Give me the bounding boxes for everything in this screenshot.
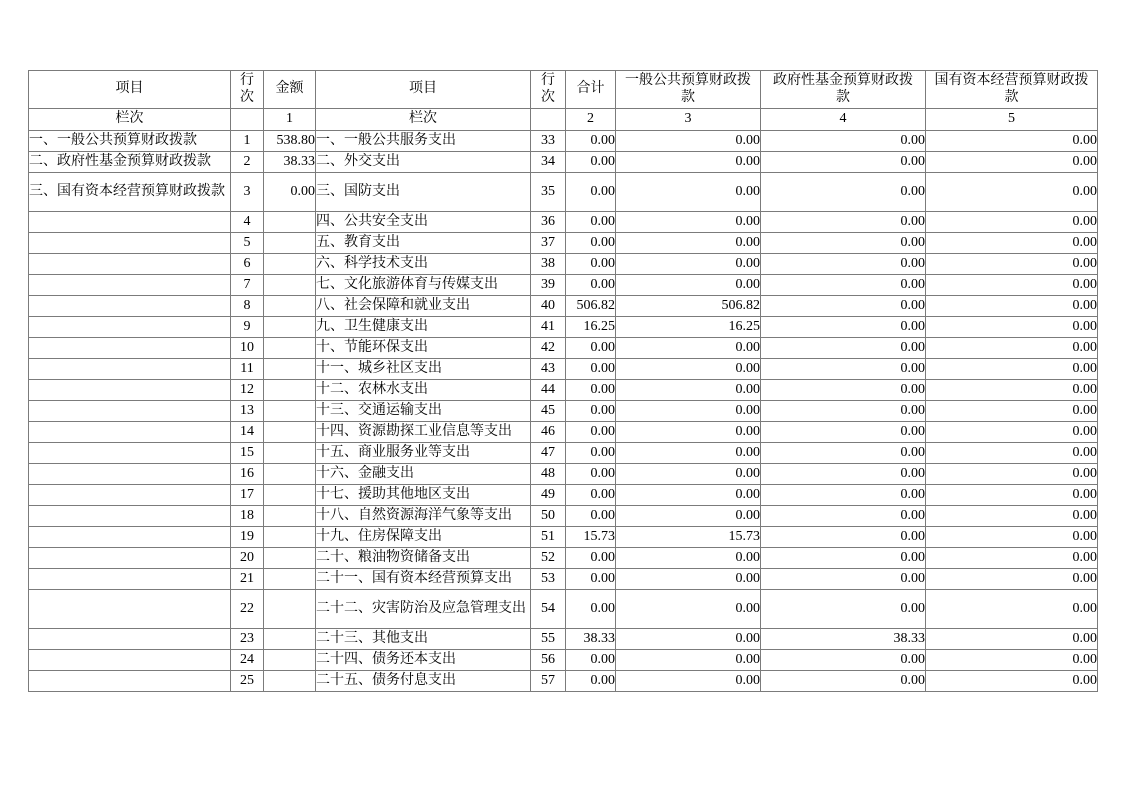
cell-general-budget: 0.00 — [616, 569, 761, 590]
table-row — [29, 296, 1098, 317]
cell-state-capital: 0.00 — [926, 359, 1098, 380]
cell-state-capital: 0.00 — [926, 338, 1098, 359]
cell-gov-fund: 0.00 — [761, 422, 926, 443]
cell-right-item: 十八、自然资源海洋气象等支出 — [316, 506, 531, 527]
table-row — [29, 233, 1098, 254]
table-body — [29, 131, 1098, 692]
table-row — [29, 485, 1098, 506]
cell-gov-fund: 0.00 — [761, 173, 926, 212]
table-row — [29, 401, 1098, 422]
cell-left-item — [29, 527, 231, 548]
cell-general-budget: 0.00 — [616, 359, 761, 380]
cell-gov-fund: 0.00 — [761, 527, 926, 548]
table-row — [29, 359, 1098, 380]
cell-amount: 538.80 — [264, 131, 316, 152]
cell-gov-fund: 0.00 — [761, 401, 926, 422]
cell-general-budget: 0.00 — [616, 506, 761, 527]
cell-gov-fund: 0.00 — [761, 443, 926, 464]
cell-gov-fund: 0.00 — [761, 275, 926, 296]
cell-left-item — [29, 401, 231, 422]
cell-amount — [264, 296, 316, 317]
cell-right-rownum: 49 — [531, 485, 566, 506]
cell-general-budget: 0.00 — [616, 131, 761, 152]
cell-left-rownum: 12 — [231, 380, 264, 401]
cell-total: 15.73 — [566, 527, 616, 548]
table-row — [29, 548, 1098, 569]
table-row — [29, 422, 1098, 443]
column-index-row — [29, 109, 1098, 131]
cell-amount — [264, 338, 316, 359]
cell-state-capital: 0.00 — [926, 233, 1098, 254]
cell-amount — [264, 380, 316, 401]
cell-right-item: 十、节能环保支出 — [316, 338, 531, 359]
cell-right-item: 十七、援助其他地区支出 — [316, 485, 531, 506]
cell-left-item — [29, 464, 231, 485]
cell-left-rownum: 11 — [231, 359, 264, 380]
table-row — [29, 590, 1098, 629]
table-row — [29, 527, 1098, 548]
cell-right-rownum: 51 — [531, 527, 566, 548]
cell-state-capital: 0.00 — [926, 296, 1098, 317]
cell-right-rownum: 53 — [531, 569, 566, 590]
cell-left-rownum: 22 — [231, 590, 264, 629]
cell-left-item — [29, 275, 231, 296]
cell-state-capital: 0.00 — [926, 401, 1098, 422]
table-row — [29, 506, 1098, 527]
cell-general-budget: 16.25 — [616, 317, 761, 338]
cell-general-budget: 0.00 — [616, 590, 761, 629]
cell-state-capital: 0.00 — [926, 650, 1098, 671]
cell-left-rownum: 8 — [231, 296, 264, 317]
cell-gov-fund: 0.00 — [761, 380, 926, 401]
cell-amount — [264, 506, 316, 527]
cell-right-item: 七、文化旅游体育与传媒支出 — [316, 275, 531, 296]
cell-amount — [264, 527, 316, 548]
cell-left-rownum: 20 — [231, 548, 264, 569]
header-total: 合计 — [566, 71, 616, 109]
cell-total: 38.33 — [566, 629, 616, 650]
cell-right-item: 二十、粮油物资储备支出 — [316, 548, 531, 569]
cell-right-item: 二十二、灾害防治及应急管理支出 — [316, 590, 531, 629]
cell-gov-fund: 0.00 — [761, 650, 926, 671]
cell-state-capital: 0.00 — [926, 548, 1098, 569]
header-general-budget: 一般公共预算财政拨款 — [616, 71, 761, 109]
cell-gov-fund: 0.00 — [761, 590, 926, 629]
cell-state-capital: 0.00 — [926, 275, 1098, 296]
cell-general-budget: 0.00 — [616, 275, 761, 296]
cell-amount — [264, 485, 316, 506]
header-amount: 金额 — [264, 71, 316, 109]
cell-left-item — [29, 485, 231, 506]
cell-amount: 38.33 — [264, 152, 316, 173]
table-row — [29, 464, 1098, 485]
fiscal-appropriation-table — [28, 70, 1098, 692]
cell-gov-fund: 0.00 — [761, 464, 926, 485]
cell-total: 0.00 — [566, 485, 616, 506]
lanci-col-4: 4 — [761, 109, 926, 131]
cell-amount — [264, 629, 316, 650]
cell-state-capital: 0.00 — [926, 569, 1098, 590]
cell-state-capital: 0.00 — [926, 443, 1098, 464]
cell-left-item — [29, 359, 231, 380]
cell-right-rownum: 57 — [531, 671, 566, 692]
cell-right-item: 一、一般公共服务支出 — [316, 131, 531, 152]
cell-gov-fund: 0.00 — [761, 359, 926, 380]
cell-gov-fund: 0.00 — [761, 233, 926, 254]
cell-left-item — [29, 671, 231, 692]
table-row — [29, 380, 1098, 401]
cell-left-rownum: 13 — [231, 401, 264, 422]
cell-right-item: 五、教育支出 — [316, 233, 531, 254]
cell-amount — [264, 275, 316, 296]
lanci-blank-1 — [231, 109, 264, 131]
cell-left-rownum: 1 — [231, 131, 264, 152]
cell-amount — [264, 548, 316, 569]
cell-left-item — [29, 338, 231, 359]
cell-state-capital: 0.00 — [926, 506, 1098, 527]
cell-amount — [264, 317, 316, 338]
cell-total: 0.00 — [566, 359, 616, 380]
cell-left-rownum: 5 — [231, 233, 264, 254]
cell-left-rownum: 10 — [231, 338, 264, 359]
table-row — [29, 443, 1098, 464]
cell-state-capital: 0.00 — [926, 131, 1098, 152]
cell-right-rownum: 34 — [531, 152, 566, 173]
cell-right-rownum: 36 — [531, 212, 566, 233]
cell-left-item — [29, 212, 231, 233]
cell-general-budget: 0.00 — [616, 401, 761, 422]
cell-right-rownum: 56 — [531, 650, 566, 671]
cell-left-rownum: 25 — [231, 671, 264, 692]
cell-total: 0.00 — [566, 173, 616, 212]
cell-state-capital: 0.00 — [926, 590, 1098, 629]
cell-state-capital: 0.00 — [926, 671, 1098, 692]
cell-left-rownum: 14 — [231, 422, 264, 443]
table-row — [29, 131, 1098, 152]
cell-amount — [264, 671, 316, 692]
cell-general-budget: 0.00 — [616, 152, 761, 173]
cell-left-rownum: 19 — [231, 527, 264, 548]
cell-left-rownum: 7 — [231, 275, 264, 296]
cell-gov-fund: 0.00 — [761, 338, 926, 359]
table-header-row — [29, 71, 1098, 109]
cell-total: 0.00 — [566, 275, 616, 296]
cell-right-item: 十二、农林水支出 — [316, 380, 531, 401]
cell-right-rownum: 42 — [531, 338, 566, 359]
cell-state-capital: 0.00 — [926, 173, 1098, 212]
cell-right-rownum: 35 — [531, 173, 566, 212]
cell-amount — [264, 464, 316, 485]
cell-total: 0.00 — [566, 506, 616, 527]
cell-gov-fund: 0.00 — [761, 548, 926, 569]
cell-right-item: 十一、城乡社区支出 — [316, 359, 531, 380]
cell-state-capital: 0.00 — [926, 380, 1098, 401]
cell-gov-fund: 0.00 — [761, 212, 926, 233]
cell-total: 0.00 — [566, 338, 616, 359]
cell-right-item: 二十五、债务付息支出 — [316, 671, 531, 692]
cell-state-capital: 0.00 — [926, 254, 1098, 275]
cell-right-item: 十四、资源勘探工业信息等支出 — [316, 422, 531, 443]
cell-gov-fund: 0.00 — [761, 131, 926, 152]
table-row — [29, 275, 1098, 296]
cell-state-capital: 0.00 — [926, 629, 1098, 650]
lanci-col-5: 5 — [926, 109, 1098, 131]
cell-gov-fund: 38.33 — [761, 629, 926, 650]
cell-gov-fund: 0.00 — [761, 569, 926, 590]
table-row — [29, 569, 1098, 590]
cell-left-item — [29, 233, 231, 254]
cell-right-item: 十三、交通运输支出 — [316, 401, 531, 422]
cell-state-capital: 0.00 — [926, 212, 1098, 233]
cell-amount — [264, 422, 316, 443]
cell-total: 0.00 — [566, 590, 616, 629]
cell-total: 0.00 — [566, 422, 616, 443]
cell-amount — [264, 569, 316, 590]
table-row — [29, 317, 1098, 338]
cell-general-budget: 0.00 — [616, 233, 761, 254]
cell-general-budget: 0.00 — [616, 254, 761, 275]
header-rownum-left: 行次 — [231, 71, 264, 109]
cell-amount — [264, 212, 316, 233]
cell-right-rownum: 50 — [531, 506, 566, 527]
lanci-blank-2 — [531, 109, 566, 131]
cell-general-budget: 506.82 — [616, 296, 761, 317]
cell-left-item — [29, 254, 231, 275]
cell-right-item: 二十一、国有资本经营预算支出 — [316, 569, 531, 590]
cell-state-capital: 0.00 — [926, 317, 1098, 338]
cell-right-rownum: 44 — [531, 380, 566, 401]
cell-general-budget: 0.00 — [616, 548, 761, 569]
table-row — [29, 152, 1098, 173]
cell-state-capital: 0.00 — [926, 152, 1098, 173]
table-row — [29, 650, 1098, 671]
table-row — [29, 254, 1098, 275]
cell-left-item — [29, 422, 231, 443]
cell-left-rownum: 9 — [231, 317, 264, 338]
cell-left-rownum: 18 — [231, 506, 264, 527]
cell-left-item — [29, 380, 231, 401]
cell-left-rownum: 4 — [231, 212, 264, 233]
cell-total: 0.00 — [566, 380, 616, 401]
cell-right-rownum: 43 — [531, 359, 566, 380]
cell-general-budget: 15.73 — [616, 527, 761, 548]
cell-right-rownum: 33 — [531, 131, 566, 152]
table-row — [29, 629, 1098, 650]
cell-amount — [264, 401, 316, 422]
cell-amount — [264, 359, 316, 380]
cell-right-item: 十五、商业服务业等支出 — [316, 443, 531, 464]
cell-right-item: 八、社会保障和就业支出 — [316, 296, 531, 317]
cell-general-budget: 0.00 — [616, 422, 761, 443]
header-rownum-right: 行次 — [531, 71, 566, 109]
table-row — [29, 338, 1098, 359]
cell-total: 0.00 — [566, 233, 616, 254]
cell-gov-fund: 0.00 — [761, 485, 926, 506]
cell-right-rownum: 40 — [531, 296, 566, 317]
cell-left-item — [29, 443, 231, 464]
cell-total: 0.00 — [566, 212, 616, 233]
lanci-col-3: 3 — [616, 109, 761, 131]
cell-right-item: 九、卫生健康支出 — [316, 317, 531, 338]
cell-general-budget: 0.00 — [616, 485, 761, 506]
header-gov-fund-budget: 政府性基金预算财政拨款 — [761, 71, 926, 109]
cell-left-rownum: 23 — [231, 629, 264, 650]
cell-amount — [264, 590, 316, 629]
cell-total: 0.00 — [566, 464, 616, 485]
cell-gov-fund: 0.00 — [761, 254, 926, 275]
cell-right-rownum: 46 — [531, 422, 566, 443]
cell-right-item: 二、外交支出 — [316, 152, 531, 173]
cell-left-item — [29, 317, 231, 338]
cell-left-rownum: 2 — [231, 152, 264, 173]
cell-right-rownum: 39 — [531, 275, 566, 296]
cell-general-budget: 0.00 — [616, 464, 761, 485]
cell-general-budget: 0.00 — [616, 212, 761, 233]
cell-right-rownum: 52 — [531, 548, 566, 569]
cell-left-item — [29, 569, 231, 590]
cell-left-item — [29, 548, 231, 569]
cell-right-rownum: 45 — [531, 401, 566, 422]
cell-total: 0.00 — [566, 254, 616, 275]
cell-right-item: 十九、住房保障支出 — [316, 527, 531, 548]
cell-right-item: 三、国防支出 — [316, 173, 531, 212]
cell-total: 0.00 — [566, 443, 616, 464]
lanci-label-left: 栏次 — [29, 109, 231, 131]
cell-left-item — [29, 590, 231, 629]
cell-left-rownum: 16 — [231, 464, 264, 485]
cell-state-capital: 0.00 — [926, 527, 1098, 548]
cell-right-rownum: 54 — [531, 590, 566, 629]
cell-total: 0.00 — [566, 569, 616, 590]
cell-left-item — [29, 629, 231, 650]
cell-amount — [264, 233, 316, 254]
cell-general-budget: 0.00 — [616, 173, 761, 212]
cell-amount — [264, 650, 316, 671]
cell-left-item: 三、国有资本经营预算财政拨款 — [29, 173, 231, 212]
cell-state-capital: 0.00 — [926, 485, 1098, 506]
cell-left-rownum: 21 — [231, 569, 264, 590]
cell-gov-fund: 0.00 — [761, 671, 926, 692]
cell-left-item — [29, 506, 231, 527]
cell-left-item — [29, 296, 231, 317]
cell-amount — [264, 254, 316, 275]
cell-gov-fund: 0.00 — [761, 152, 926, 173]
cell-right-rownum: 38 — [531, 254, 566, 275]
cell-state-capital: 0.00 — [926, 464, 1098, 485]
table-row — [29, 173, 1098, 212]
cell-gov-fund: 0.00 — [761, 506, 926, 527]
cell-general-budget: 0.00 — [616, 671, 761, 692]
cell-total: 0.00 — [566, 131, 616, 152]
cell-left-rownum: 17 — [231, 485, 264, 506]
cell-general-budget: 0.00 — [616, 338, 761, 359]
cell-amount: 0.00 — [264, 173, 316, 212]
cell-right-item: 二十三、其他支出 — [316, 629, 531, 650]
cell-total: 506.82 — [566, 296, 616, 317]
cell-right-rownum: 48 — [531, 464, 566, 485]
cell-left-rownum: 3 — [231, 173, 264, 212]
cell-left-rownum: 6 — [231, 254, 264, 275]
cell-right-item: 六、科学技术支出 — [316, 254, 531, 275]
header-state-capital-budget: 国有资本经营预算财政拨款 — [926, 71, 1098, 109]
cell-total: 16.25 — [566, 317, 616, 338]
cell-right-rownum: 47 — [531, 443, 566, 464]
cell-total: 0.00 — [566, 401, 616, 422]
cell-right-rownum: 41 — [531, 317, 566, 338]
cell-total: 0.00 — [566, 671, 616, 692]
cell-total: 0.00 — [566, 152, 616, 173]
header-project-left: 项目 — [29, 71, 231, 109]
cell-right-rownum: 55 — [531, 629, 566, 650]
cell-right-item: 十六、金融支出 — [316, 464, 531, 485]
cell-general-budget: 0.00 — [616, 380, 761, 401]
lanci-col-1: 1 — [264, 109, 316, 131]
cell-right-rownum: 37 — [531, 233, 566, 254]
cell-left-item — [29, 650, 231, 671]
cell-amount — [264, 443, 316, 464]
cell-general-budget: 0.00 — [616, 443, 761, 464]
cell-state-capital: 0.00 — [926, 422, 1098, 443]
cell-left-item: 二、政府性基金预算财政拨款 — [29, 152, 231, 173]
lanci-label-right: 栏次 — [316, 109, 531, 131]
table-row — [29, 212, 1098, 233]
cell-gov-fund: 0.00 — [761, 296, 926, 317]
cell-general-budget: 0.00 — [616, 650, 761, 671]
cell-gov-fund: 0.00 — [761, 317, 926, 338]
cell-left-rownum: 15 — [231, 443, 264, 464]
cell-general-budget: 0.00 — [616, 629, 761, 650]
header-project-right: 项目 — [316, 71, 531, 109]
cell-total: 0.00 — [566, 548, 616, 569]
lanci-col-2: 2 — [566, 109, 616, 131]
cell-right-item: 四、公共安全支出 — [316, 212, 531, 233]
cell-left-rownum: 24 — [231, 650, 264, 671]
cell-total: 0.00 — [566, 650, 616, 671]
cell-left-item: 一、一般公共预算财政拨款 — [29, 131, 231, 152]
table-row — [29, 671, 1098, 692]
cell-right-item: 二十四、债务还本支出 — [316, 650, 531, 671]
